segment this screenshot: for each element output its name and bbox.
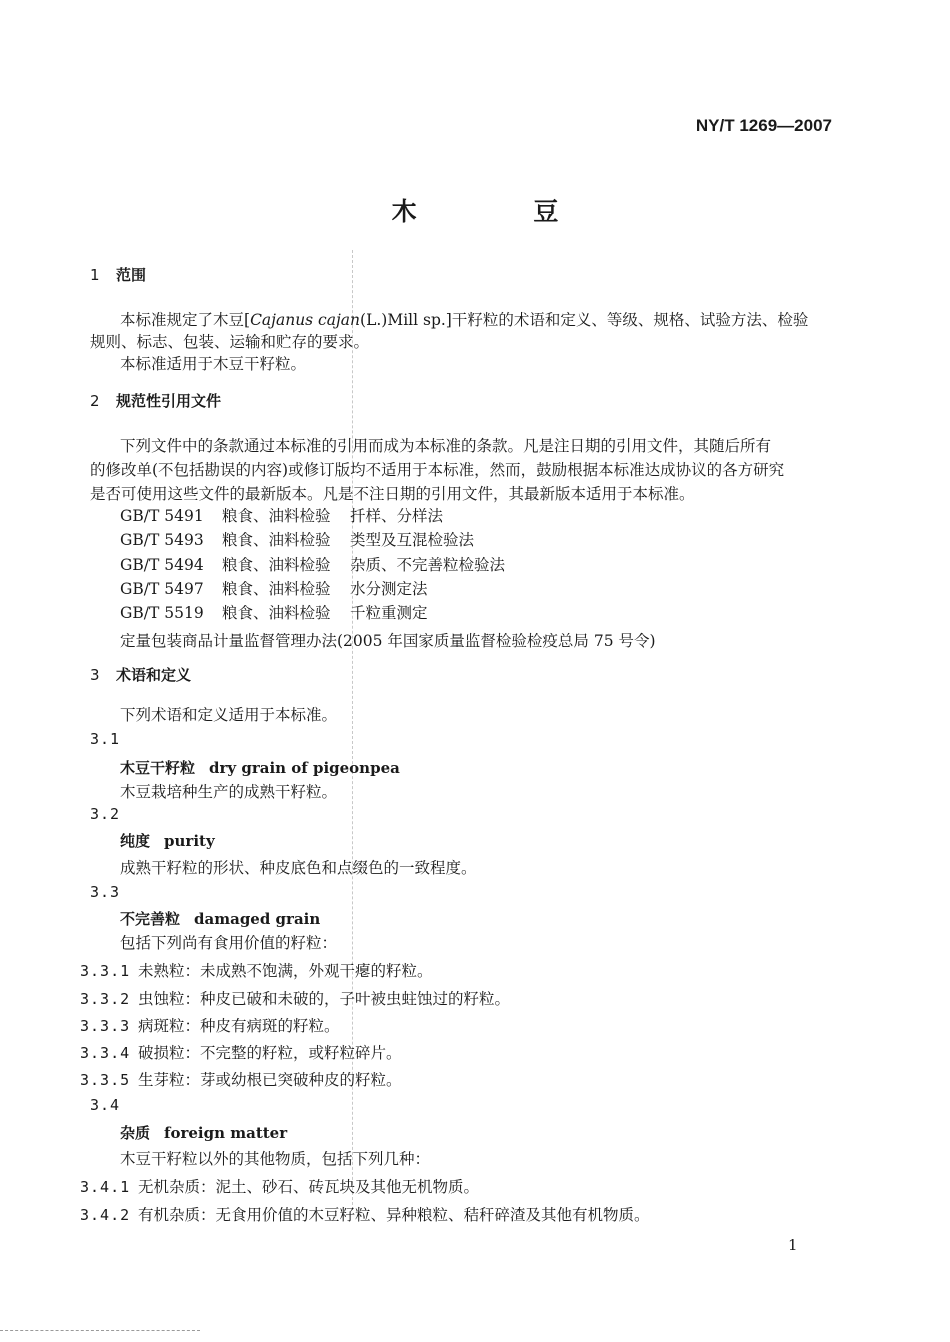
term-heading <box>120 1122 287 1144</box>
term-zh: 木豆干籽粒 <box>120 759 196 777</box>
section-heading-normative <box>90 390 221 412</box>
sub-clause <box>80 1176 479 1198</box>
normative-intro-line2: 的修改单(不包括勘误的内容)或修订版均不适用于本标准，然而，鼓励根据本标准达成协议的各方研究 <box>90 461 785 479</box>
term-en: damaged grain <box>194 910 321 928</box>
sub-clause-number: 3.3.1 <box>80 962 131 980</box>
scope-paragraph-2: 本标准适用于木豆干籽粒。 <box>120 355 307 373</box>
reference-code: GB/T 5494 <box>120 556 204 574</box>
section-title: 范围 <box>116 266 147 284</box>
reference-title: 杂质、不完善粒检验法 <box>350 556 506 574</box>
reference-code: GB/T 5519 <box>120 604 204 622</box>
term-en: dry grain of pigeonpea <box>209 759 400 777</box>
sub-clause-text: 破损粒：不完整的籽粒，或籽粒碎片。 <box>138 1044 402 1062</box>
reference-title: 扦样、分样法 <box>350 507 444 525</box>
reference-row <box>120 554 505 576</box>
sub-clause-text: 病斑粒：种皮有病斑的籽粒。 <box>138 1017 340 1035</box>
section-heading-terms <box>90 664 191 686</box>
latin-name: Cajanus cajan <box>250 311 361 329</box>
term-heading <box>120 830 215 852</box>
reference-row <box>120 602 428 624</box>
clause-number: 3.2 <box>90 805 121 823</box>
scope-paragraph-line1 <box>120 309 808 331</box>
sub-clause-text: 虫蚀粒：种皮已破和未破的，子叶被虫蛀蚀过的籽粒。 <box>138 990 511 1008</box>
sub-clause-number: 3.4.1 <box>80 1178 131 1196</box>
term-definition: 包括下列尚有食用价值的籽粒： <box>120 934 338 952</box>
term-en: foreign matter <box>164 1124 288 1142</box>
reference-row <box>120 505 443 527</box>
page-number: 1 <box>788 1236 798 1254</box>
sub-clause <box>80 1204 650 1226</box>
reference-row <box>120 529 474 551</box>
clause-number: 3.4 <box>90 1096 121 1114</box>
reference-regulation: 定量包装商品计量监督管理办法(2005 年国家质量监督检验检疫总局 75 号令) <box>120 632 656 650</box>
sub-clause <box>80 1042 402 1064</box>
sub-clause-text: 生芽粒：芽或幼根已突破种皮的籽粒。 <box>138 1071 402 1089</box>
section-heading-scope <box>90 264 146 286</box>
section-title: 规范性引用文件 <box>116 392 222 410</box>
term-heading <box>120 908 320 930</box>
term-definition: 木豆干籽粒以外的其他物质，包括下列几种： <box>120 1150 431 1168</box>
sub-clause-text: 未熟粒：未成熟不饱满，外观干瘪的籽粒。 <box>138 962 433 980</box>
section-title: 术语和定义 <box>116 666 192 684</box>
section-number: 3 <box>90 666 100 684</box>
sub-clause-number: 3.3.5 <box>80 1071 131 1089</box>
term-zh: 不完善粒 <box>120 910 181 928</box>
sub-clause-number: 3.3.4 <box>80 1044 131 1062</box>
reference-code: GB/T 5491 <box>120 507 204 525</box>
sub-clause-text: 有机杂质：无食用价值的木豆籽粒、异种粮粒、秸秆碎渣及其他有机物质。 <box>138 1206 650 1224</box>
sub-clause-number: 3.3.3 <box>80 1017 131 1035</box>
reference-row <box>120 578 428 600</box>
bottom-divider <box>0 1330 200 1331</box>
scope-text: (L.)Mill sp.]干籽粒的术语和定义、等级、规格、试验方法、检验 <box>360 311 809 329</box>
scope-paragraph-line2: 规则、标志、包装、运输和贮存的要求。 <box>90 333 370 351</box>
section-number: 1 <box>90 266 100 284</box>
reference-category: 粮食、油料检验 <box>222 531 331 549</box>
term-zh: 杂质 <box>120 1124 151 1142</box>
clause-number: 3.3 <box>90 883 121 901</box>
scope-text: 本标准规定了木豆[ <box>120 311 251 329</box>
section-number: 2 <box>90 392 100 410</box>
reference-code: GB/T 5497 <box>120 580 204 598</box>
document-title: 木 豆 <box>391 197 613 226</box>
reference-title: 类型及互混检验法 <box>350 531 475 549</box>
sub-clause <box>80 988 510 1010</box>
sub-clause-text: 无机杂质：泥土、砂石、砖瓦块及其他无机物质。 <box>138 1178 480 1196</box>
sub-clause-number: 3.3.2 <box>80 990 131 1008</box>
normative-intro-line1: 下列文件中的条款通过本标准的引用而成为本标准的条款。凡是注日期的引用文件，其随后所有 <box>120 437 772 455</box>
term-zh: 纯度 <box>120 832 151 850</box>
term-en: purity <box>164 832 215 850</box>
sub-clause <box>80 1069 402 1091</box>
sub-clause <box>80 960 433 982</box>
term-definition: 成熟干籽粒的形状、种皮底色和点缀色的一致程度。 <box>120 859 477 877</box>
sub-clause <box>80 1015 340 1037</box>
reference-category: 粮食、油料检验 <box>222 604 331 622</box>
reference-category: 粮食、油料检验 <box>222 580 331 598</box>
reference-category: 粮食、油料检验 <box>222 507 331 525</box>
sub-clause-number: 3.4.2 <box>80 1206 131 1224</box>
scan-fold-line <box>352 250 353 1210</box>
reference-category: 粮食、油料检验 <box>222 556 331 574</box>
term-definition: 木豆栽培种生产的成熟干籽粒。 <box>120 783 338 801</box>
reference-code: GB/T 5493 <box>120 531 204 549</box>
standard-number: NY/T 1269—2007 <box>695 116 832 135</box>
normative-intro-line3: 是否可使用这些文件的最新版本。凡是不注日期的引用文件，其最新版本适用于本标准。 <box>90 485 695 503</box>
term-heading <box>120 757 400 779</box>
clause-number: 3.1 <box>90 730 121 748</box>
terms-intro: 下列术语和定义适用于本标准。 <box>120 706 338 724</box>
reference-title: 千粒重测定 <box>350 604 428 622</box>
reference-title: 水分测定法 <box>350 580 428 598</box>
